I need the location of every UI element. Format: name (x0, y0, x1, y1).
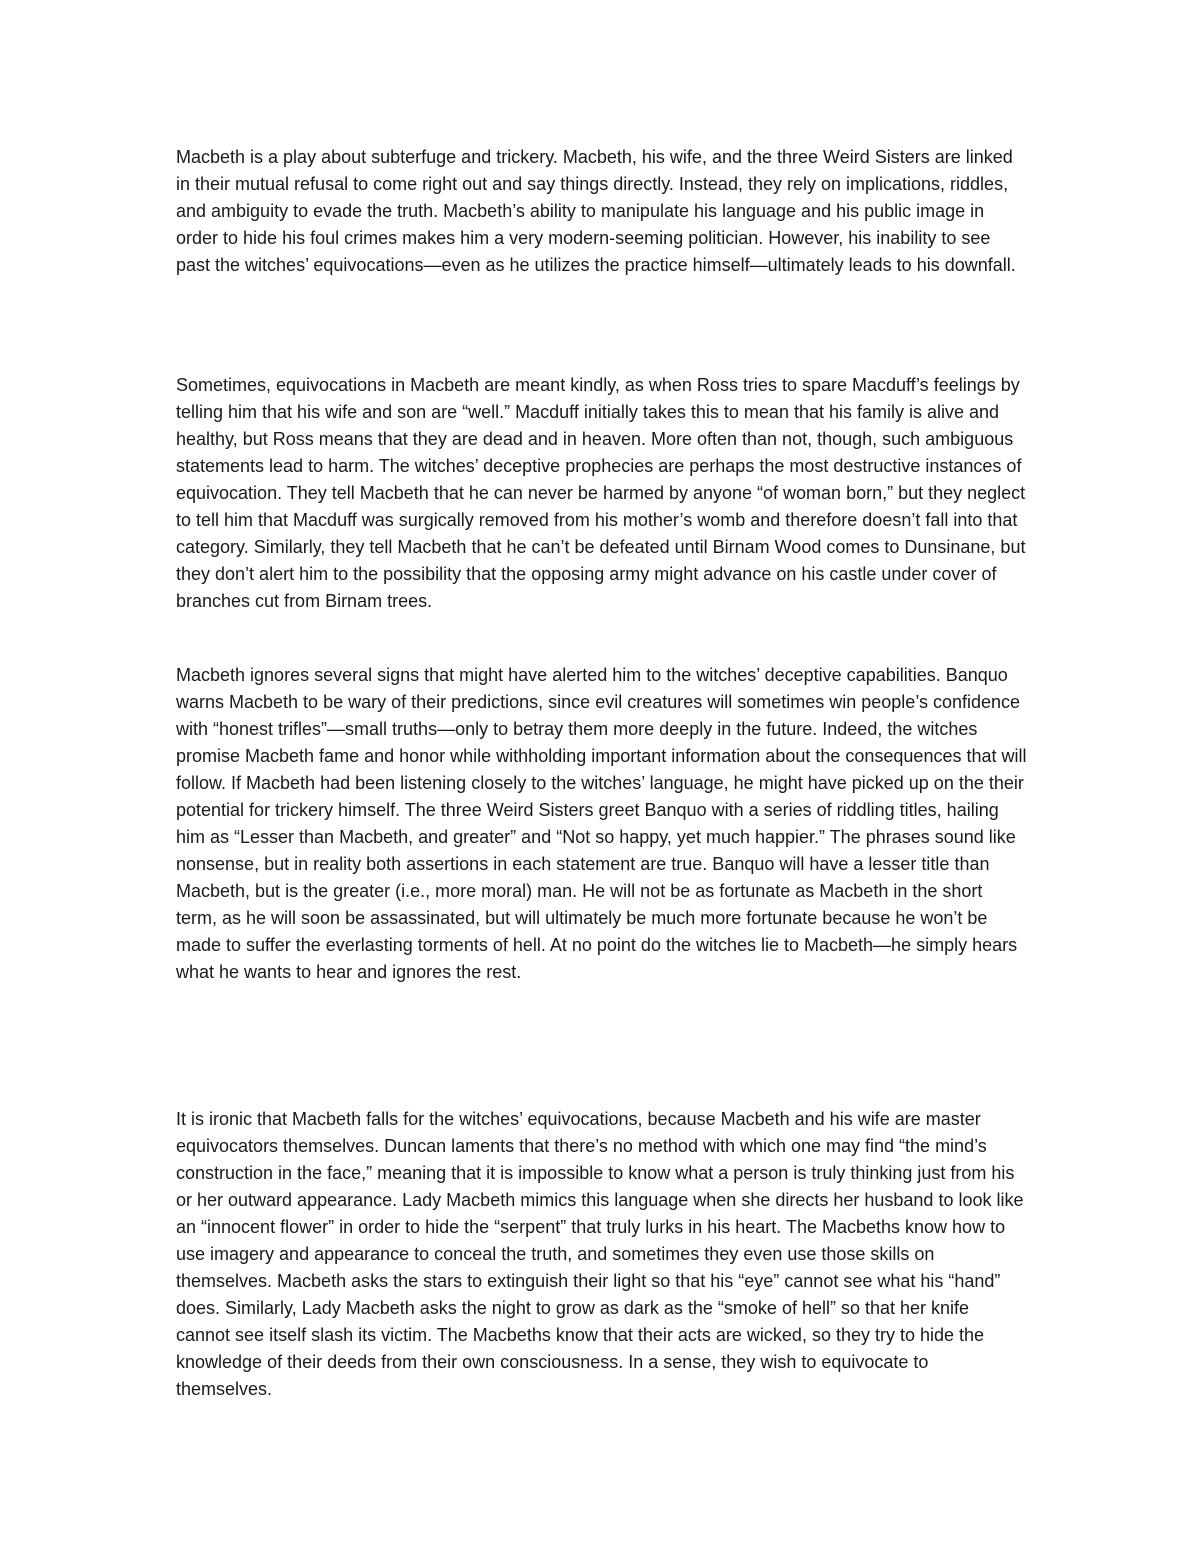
paragraph-equivocations-kindly: Sometimes, equivocations in Macbeth are meant kindly, as when Ross tries to spare Macduff’s feelings by telling him that his wife and son are “well.” Macduff initially takes this to mean that his family is alive and healthy, but Ross means that they are dead and in heaven. More often than not, though, such ambiguous statements lead to harm. The witches’ deceptive prophecies are perhaps the most destructive instances of equivocation. They tell Macbeth that he can never be harmed by anyone “of woman born,” but they neglect to tell him that Macduff was surgically removed from his mother’s womb and therefore doesn’t fall into that category. Similarly, they tell Macbeth that he can’t be defeated until Birnam Wood comes to Dunsinane, but they don’t alert him to the possibility that the opposing army might advance on his castle under cover of branches cut from Birnam trees. (176, 375, 1026, 611)
paragraph-master-equivocators: It is ironic that Macbeth falls for the witches’ equivocations, because Macbeth and his wife are master equivocators themselves. Duncan laments that there’s no method with which one may find “the mind’s construction in the face,” meaning that it is impossible to know what a person is truly thinking just from his or her outward appearance. Lady Macbeth mimics this language when she directs her husband to look like an “innocent flower” in order to hide the “serpent” that truly lurks in his heart. The Macbeths know how to use imagery and appearance to conceal the truth, and sometimes they even use those skills on themselves. Macbeth asks the stars to extinguish their light so that his “eye” cannot see what his “hand” does. Similarly, Lady Macbeth asks the night to grow as dark as the “smoke of hell” so that her knife cannot see itself slash its victim. The Macbeths know that their acts are wicked, so they try to hide the knowledge of their deeds from their own consciousness. In a sense, they wish to equivocate to themselves. (176, 1109, 1024, 1399)
paragraph-intro: Macbeth is a play about subterfuge and trickery. Macbeth, his wife, and the three Weird Sisters are linked in their mutual refusal to come right out and say things directly. Instead, they rely on implications, riddles, and ambiguity to evade the truth. Macbeth’s ability to manipulate his language and his public image in order to hide his foul crimes makes him a very modern-seeming politician. However, his inability to see past the witches’ equivocations—even as he utilizes the practice himself—ultimately leads to his downfall. (176, 147, 1016, 275)
paragraph-ignored-signs: Macbeth ignores several signs that might have alerted him to the witches’ deceptive capabilities. Banquo warns Macbeth to be wary of their predictions, since evil creatures will sometimes win people’s confidence with “honest trifles”—small truths—only to betray them more deeply in the future. Indeed, the witches promise Macbeth fame and honor while withholding important information about the consequences that will follow. If Macbeth had been listening closely to the witches’ language, he might have picked up on the their potential for trickery himself. The three Weird Sisters greet Banquo with a series of riddling titles, hailing him as “Lesser than Macbeth, and greater” and “Not so happy, yet much happier.” The phrases sound like nonsense, but in reality both assertions in each statement are true. Banquo will have a lesser title than Macbeth, but is the greater (i.e., more moral) man. He will not be as fortunate as Macbeth in the short term, as he will soon be assassinated, but will ultimately be much more fortunate because he won’t be made to suffer the everlasting torments of hell. At no point do the witches lie to Macbeth—he simply hears what he wants to hear and ignores the rest. (176, 665, 1027, 982)
